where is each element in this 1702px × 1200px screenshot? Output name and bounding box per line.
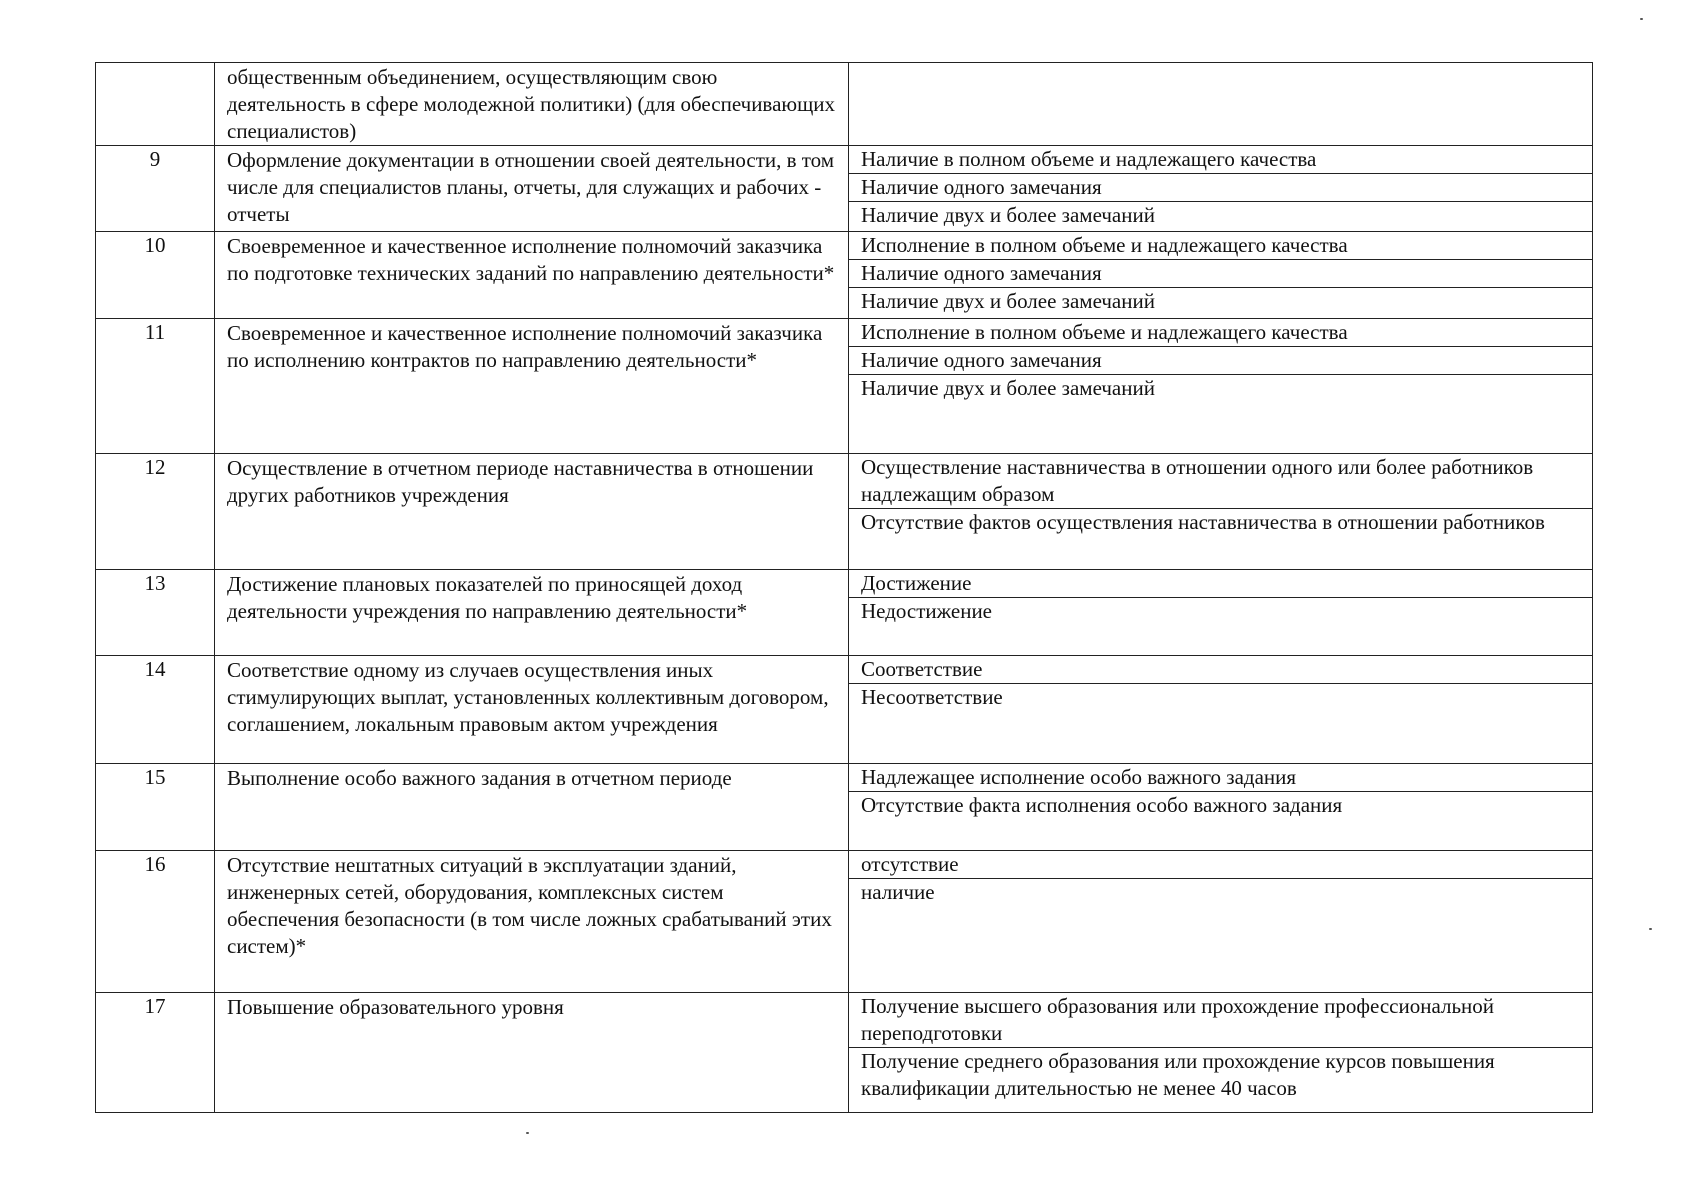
scan-speck bbox=[1649, 928, 1652, 930]
evaluation-option: Наличие двух и более замечаний bbox=[861, 376, 1155, 400]
table-row bbox=[96, 764, 1593, 851]
criterion-description: Отсутствие нештатных ситуаций в эксплуатации зданий, инженерных сетей, оборудования, комплексных систем обеспечения безопасности (в том числе ложных срабатываний этих систем)* bbox=[215, 851, 849, 993]
row-number: 17 bbox=[96, 993, 215, 1113]
row-number: 14 bbox=[96, 656, 215, 764]
row-number: 9 bbox=[96, 146, 215, 232]
evaluation-option: Наличие двух и более замечаний bbox=[861, 203, 1155, 227]
table-row bbox=[96, 656, 1593, 764]
evaluation-option: Наличие двух и более замечаний bbox=[861, 289, 1155, 313]
row-number: 10 bbox=[96, 232, 215, 319]
criterion-description: Своевременное и качественное исполнение полномочий заказчика по подготовке технических заданий по направлению деятельности* bbox=[215, 232, 849, 319]
evaluation-option: Наличие одного замечания bbox=[849, 347, 1592, 375]
evaluation-options bbox=[849, 656, 1593, 764]
evaluation-option: Исполнение в полном объеме и надлежащего качества bbox=[849, 319, 1592, 347]
table-row bbox=[96, 851, 1593, 993]
criteria-table-body bbox=[96, 63, 1593, 1113]
evaluation-options bbox=[849, 570, 1593, 656]
table-row bbox=[96, 146, 1593, 232]
evaluation-options bbox=[849, 764, 1593, 851]
evaluation-option: Наличие одного замечания bbox=[849, 174, 1592, 202]
evaluation-option: Наличие одного замечания bbox=[849, 260, 1592, 288]
table-row bbox=[96, 993, 1593, 1113]
evaluation-option: Получение среднего образования или прохождение курсов повышения квалификации длительностью не менее 40 часов bbox=[861, 1049, 1495, 1100]
evaluation-options bbox=[849, 851, 1593, 993]
evaluation-option: Отсутствие факта исполнения особо важного задания bbox=[861, 793, 1343, 817]
criterion-description: Оформление документации в отношении своей деятельности, в том числе для специалистов планы, отчеты, для служащих и рабочих - отчеты bbox=[215, 146, 849, 232]
table-row bbox=[96, 319, 1593, 454]
row-number: 16 bbox=[96, 851, 215, 993]
evaluation-options bbox=[849, 146, 1593, 232]
evaluation-option: Соответствие bbox=[849, 656, 1592, 684]
evaluation-option: Надлежащее исполнение особо важного задания bbox=[849, 764, 1592, 792]
evaluation-option: отсутствие bbox=[849, 851, 1592, 879]
criterion-description: Осуществление в отчетном периоде наставничества в отношении других работников учреждения bbox=[215, 454, 849, 570]
evaluation-option bbox=[849, 63, 1592, 90]
evaluation-options bbox=[849, 454, 1593, 570]
criterion-description: Своевременное и качественное исполнение полномочий заказчика по исполнению контрактов по направлению деятельности* bbox=[215, 319, 849, 454]
row-number: 11 bbox=[96, 319, 215, 454]
evaluation-option: Несоответствие bbox=[861, 685, 1003, 709]
criterion-description: Повышение образовательного уровня bbox=[215, 993, 849, 1113]
evaluation-options bbox=[849, 993, 1593, 1113]
evaluation-option: Недостижение bbox=[861, 599, 993, 623]
evaluation-option: Получение высшего образования или прохождение профессиональной переподготовки bbox=[849, 993, 1592, 1048]
table-row bbox=[96, 454, 1593, 570]
evaluation-option: Осуществление наставничества в отношении одного или более работников надлежащим образом bbox=[849, 454, 1592, 509]
criterion-description: Выполнение особо важного задания в отчетном периоде bbox=[215, 764, 849, 851]
evaluation-option: Отсутствие фактов осуществления наставничества в отношении работников bbox=[861, 510, 1545, 534]
evaluation-option: Достижение bbox=[849, 570, 1592, 598]
evaluation-option: Наличие в полном объеме и надлежащего качества bbox=[849, 146, 1592, 174]
criterion-description: общественным объединением, осуществляющим свою деятельность в сфере молодежной политики) (для обеспечивающих специалистов) bbox=[215, 63, 849, 146]
evaluation-options bbox=[849, 63, 1593, 146]
row-number: 13 bbox=[96, 570, 215, 656]
row-number: 12 bbox=[96, 454, 215, 570]
row-number: 15 bbox=[96, 764, 215, 851]
scan-speck bbox=[526, 1132, 529, 1134]
table-row bbox=[96, 63, 1593, 146]
evaluation-options bbox=[849, 232, 1593, 319]
criteria-table bbox=[95, 62, 1593, 1113]
scan-speck bbox=[1640, 18, 1643, 20]
table-row bbox=[96, 232, 1593, 319]
evaluation-option: Исполнение в полном объеме и надлежащего качества bbox=[849, 232, 1592, 260]
criterion-description: Соответствие одному из случаев осуществления иных стимулирующих выплат, установленных коллективным договором, соглашением, локальным правовым актом учреждения bbox=[215, 656, 849, 764]
table-row bbox=[96, 570, 1593, 656]
evaluation-options bbox=[849, 319, 1593, 454]
row-number bbox=[96, 63, 215, 146]
evaluation-option: наличие bbox=[861, 880, 935, 904]
criterion-description: Достижение плановых показателей по приносящей доход деятельности учреждения по направлению деятельности* bbox=[215, 570, 849, 656]
